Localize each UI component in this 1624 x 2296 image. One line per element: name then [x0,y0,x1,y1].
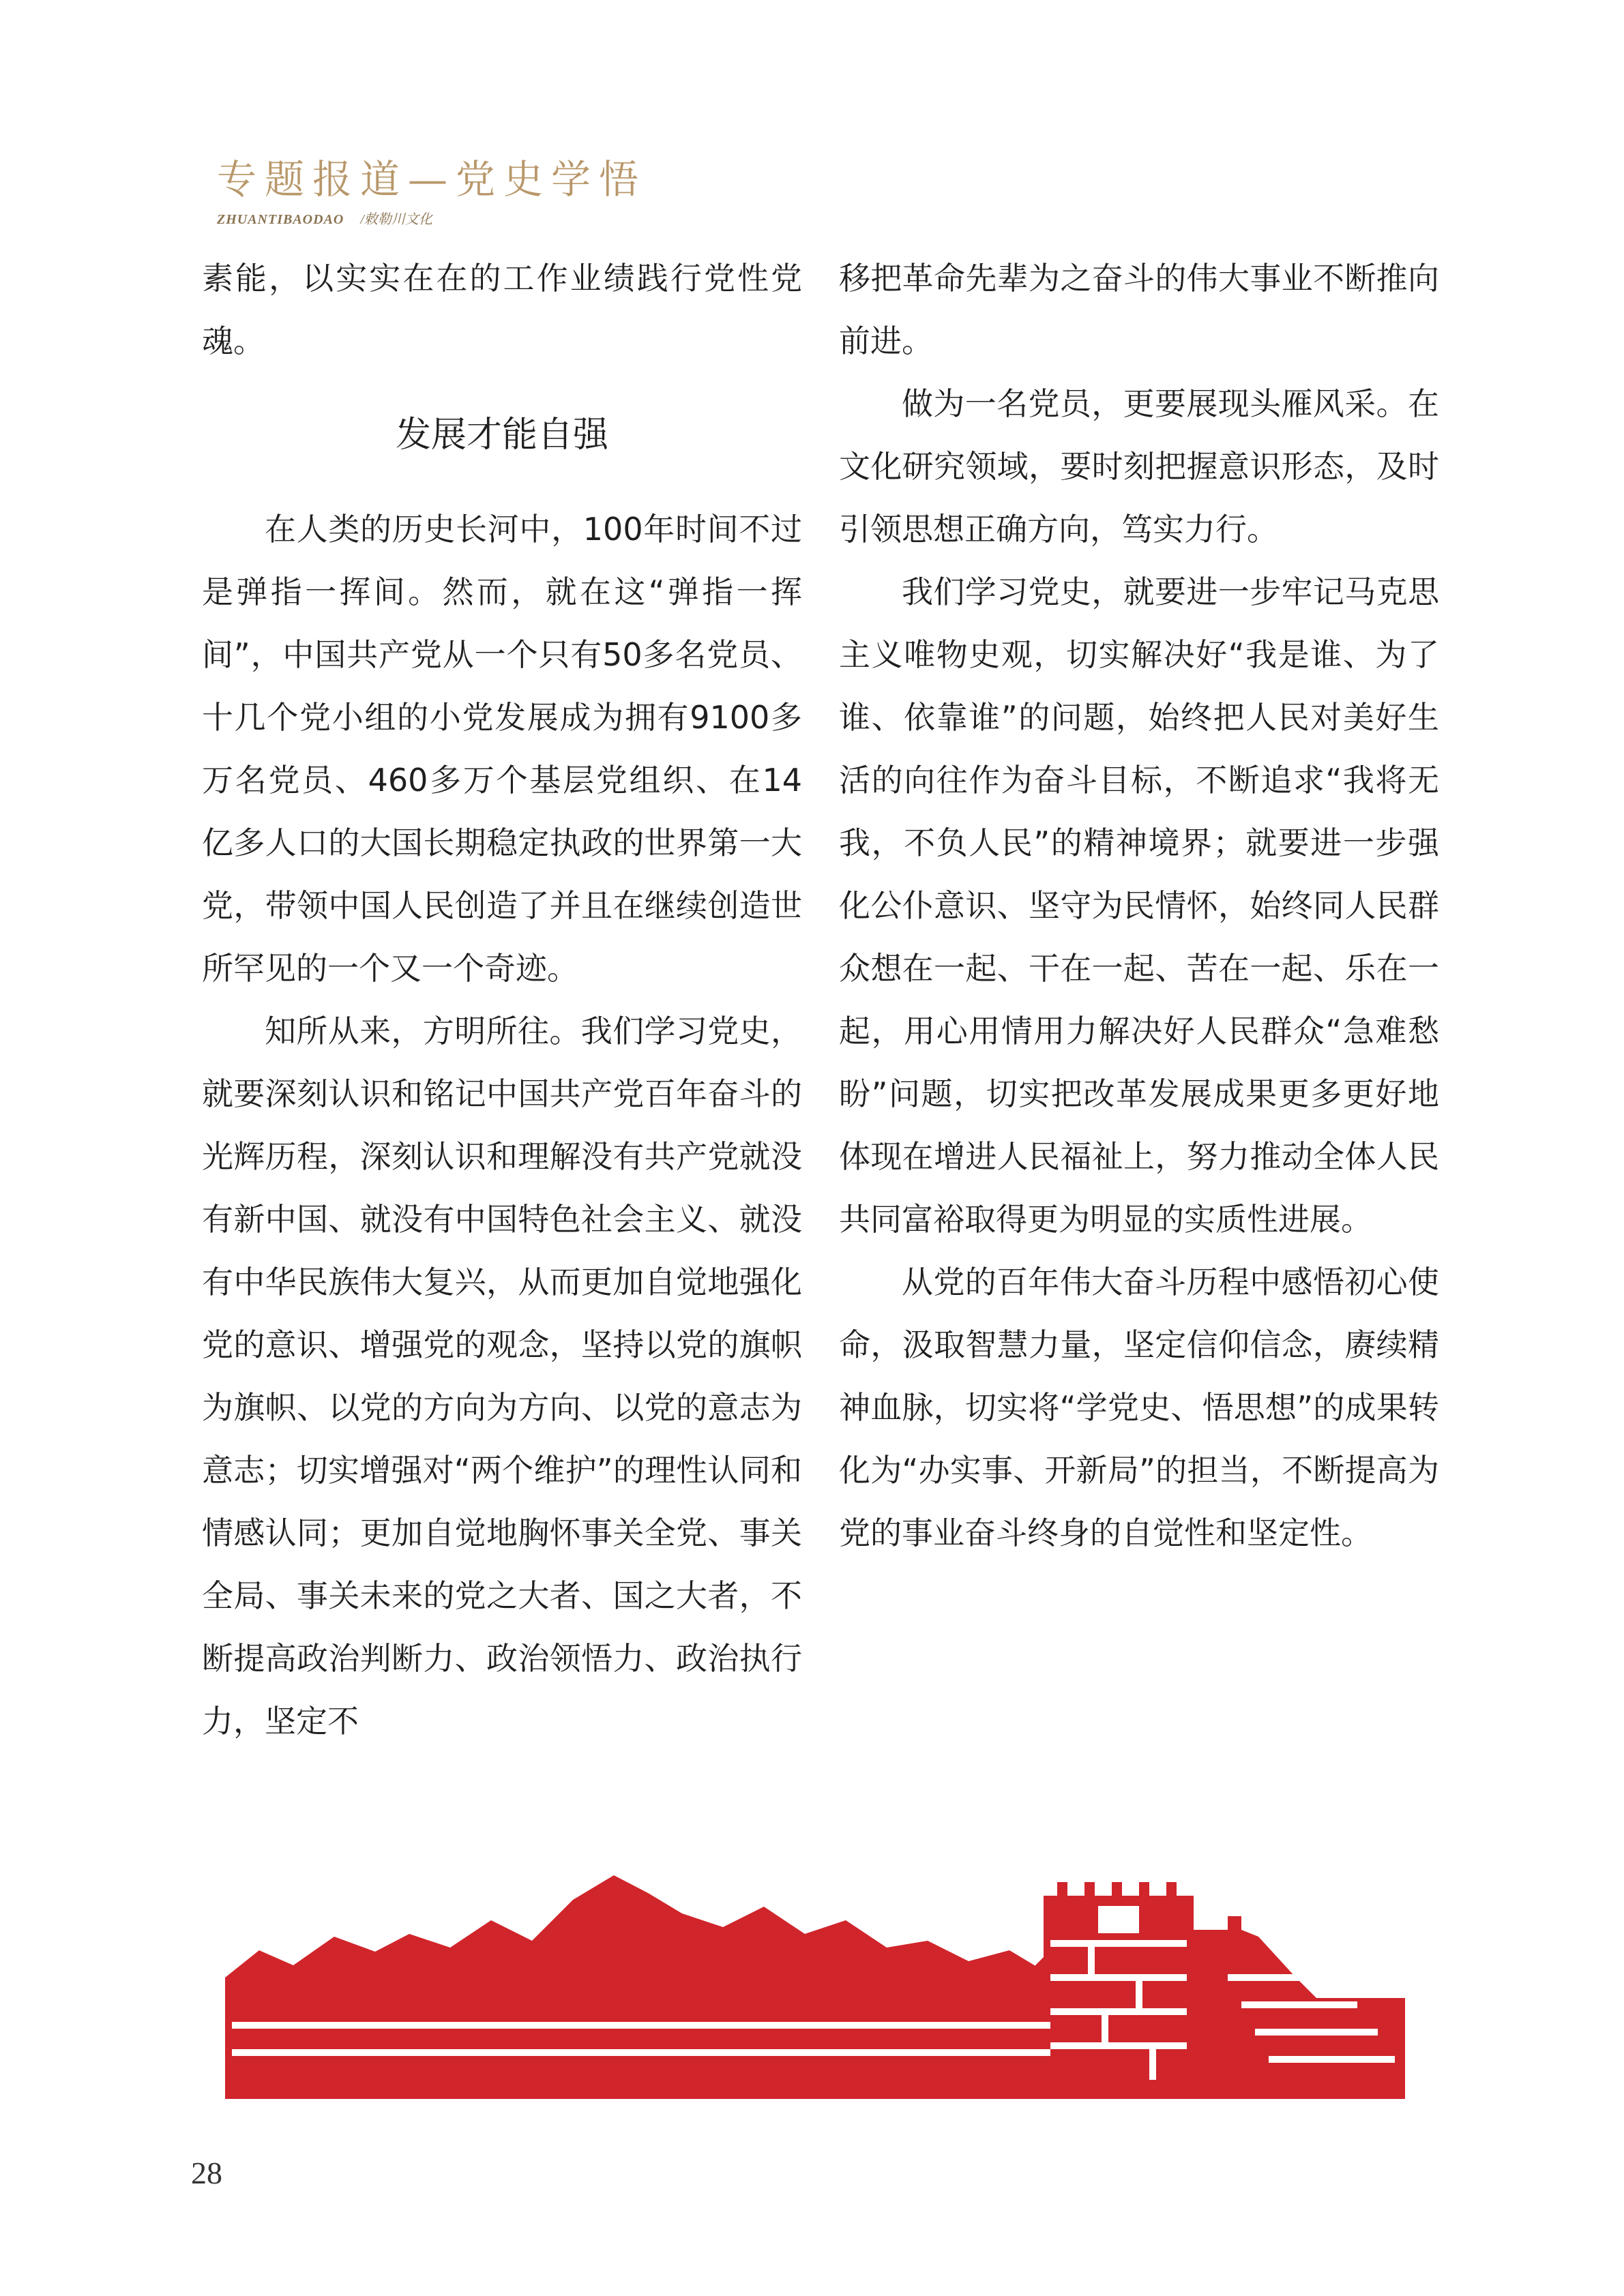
body-paragraph: 知所从来，方明所往。我们学习党史，就要深刻认识和铭记中国共产党百年奋斗的光辉历程，深刻认识和理解没有共产党就没有新中国、就没有中国特色社会主义、就没有中华民族伟大复兴，从而更加自觉地强化党的意识、增强党的观念，坚持以党的旗帜为旗帜、以党的方向为方向、以党的意志为意志；切实增强对“两个维护”的理性认同和情感认同；更加自觉地胸怀事关全党、事关全局、事关未来的党之大者、国之大者，不断提高政治判断力、政治领悟力、政治执行力，坚定不 [202,1013,802,1740]
great-wall-icon [205,1773,1426,2114]
page-header [217,153,647,228]
body-paragraph: 从党的百年伟大奋斗历程中感悟初心使命，汲取智慧力量，坚定信仰信念，赓续精神血脉，切实将“学党史、悟思想”的成果转化为“办实事、开新局”的担当，不断提高为党的事业奋斗终身的自觉性和坚定性。 [839,1264,1439,1551]
page-number: 28 [191,2156,222,2190]
section-heading: 发展才能自强 [395,415,608,456]
continued-paragraph: 素能，以实实在在的工作业绩践行党性党魂。 [202,260,802,359]
continued-paragraph: 移把革命先辈为之奋斗的伟大事业不断推向前进。 [839,260,1439,359]
great-wall-illustration [205,1773,1426,2114]
body-paragraph: 做为一名党员，更要展现头雁风采。在文化研究领域，要时刻把握意识形态，及时引领思想正确方向，笃实力行。 [839,385,1439,548]
column-pinyin: ZHUANTIBAODAO [217,212,344,227]
column-title: 专题报道—党史学悟 [217,156,647,203]
publication-name: /敕勒川文化 [360,212,432,227]
body-paragraph: 我们学习党史，就要进一步牢记马克思主义唯物史观，切实解决好“我是谁、为了谁、依靠谁”的问题，始终把人民对美好生活的向往作为奋斗目标，不断追求“我将无我，不负人民”的精神境界；就要进一步强化公仆意识、坚守为民情怀，始终同人民群众想在一起、干在一起、苦在一起、乐在一起，用心用情用力解决好人民群众“急难愁盼”问题，切实把改革发展成果更多更好地体现在增进人民福祉上，努力推动全体人民共同富裕取得更为明显的实质性进展。 [839,573,1439,1238]
left-column [202,247,802,1753]
body-paragraph: 在人类的历史长河中，100年时间不过是弹指一挥间。然而，就在这“弹指一挥间”，中国共产党从一个只有50多名党员、十几个党小组的小党发展成为拥有9100多万名党员、460多万个基层党组织、在14亿多人口的大国长期稳定执政的世界第一大党，带领中国人民创造了并且在继续创造世所罕见的一个又一个奇迹。 [202,511,802,987]
right-column [839,247,1439,1564]
column-subtitle [217,208,647,228]
